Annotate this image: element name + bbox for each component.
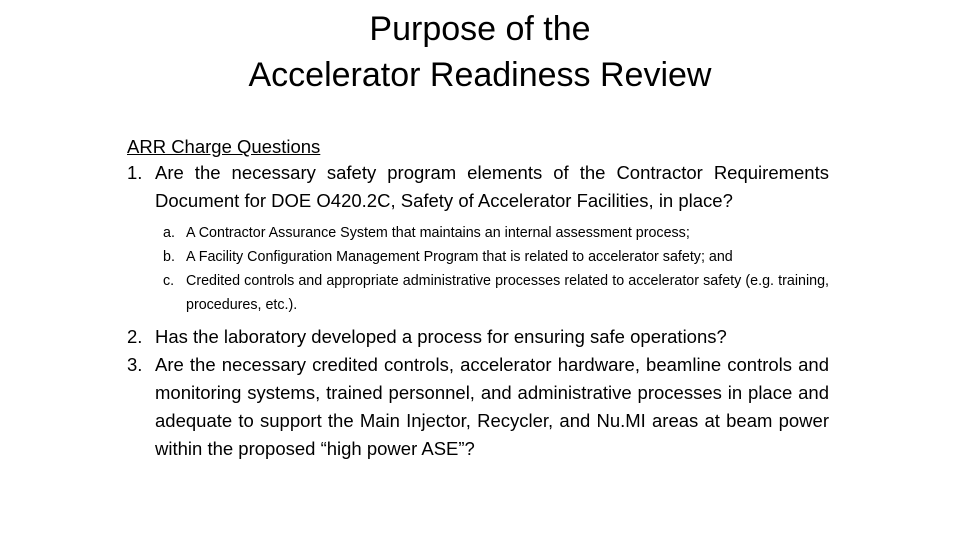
question-text: Are the necessary safety program elements of the Contractor Requirements Document for DOE O420.2C, Safety of Accelerator Facilities, in place? — [155, 162, 829, 211]
slide-body — [127, 134, 829, 463]
title-line-2: Accelerator Readiness Review — [248, 56, 712, 94]
sub-item-b — [127, 245, 829, 269]
sub-item-letter: a. — [163, 225, 175, 241]
sub-item-text: Credited controls and appropriate administrative processes related to accelerator safety (e.g. training, procedures, etc.). — [186, 273, 829, 313]
slide-title — [0, 6, 960, 98]
question-text: Are the necessary credited controls, accelerator hardware, beamline controls and monitoring systems, trained personnel, and administrative processes in place and adequate to support the Main Injector, Recycler, and Nu.MI areas at beam power within the proposed “high power ASE”? — [155, 354, 829, 459]
section-heading: ARR Charge Questions — [127, 136, 321, 157]
question-2 — [127, 323, 829, 351]
title-line-1: Purpose of the — [369, 10, 591, 48]
sub-item-text: A Facility Configuration Management Program that is related to accelerator safety; and — [186, 249, 733, 265]
question-number: 2. — [127, 326, 143, 347]
sub-item-c — [127, 269, 829, 317]
sub-item-letter: c. — [163, 273, 175, 289]
question-text: Has the laboratory developed a process for ensuring safe operations? — [155, 326, 727, 347]
sub-item-letter: b. — [163, 249, 175, 265]
question-number: 1. — [127, 162, 143, 183]
sub-item-a — [127, 221, 829, 245]
question-3 — [127, 351, 829, 463]
sub-item-list — [127, 221, 829, 317]
question-number: 3. — [127, 354, 143, 375]
sub-item-text: A Contractor Assurance System that maintains an internal assessment process; — [186, 225, 690, 241]
question-1 — [127, 159, 829, 215]
